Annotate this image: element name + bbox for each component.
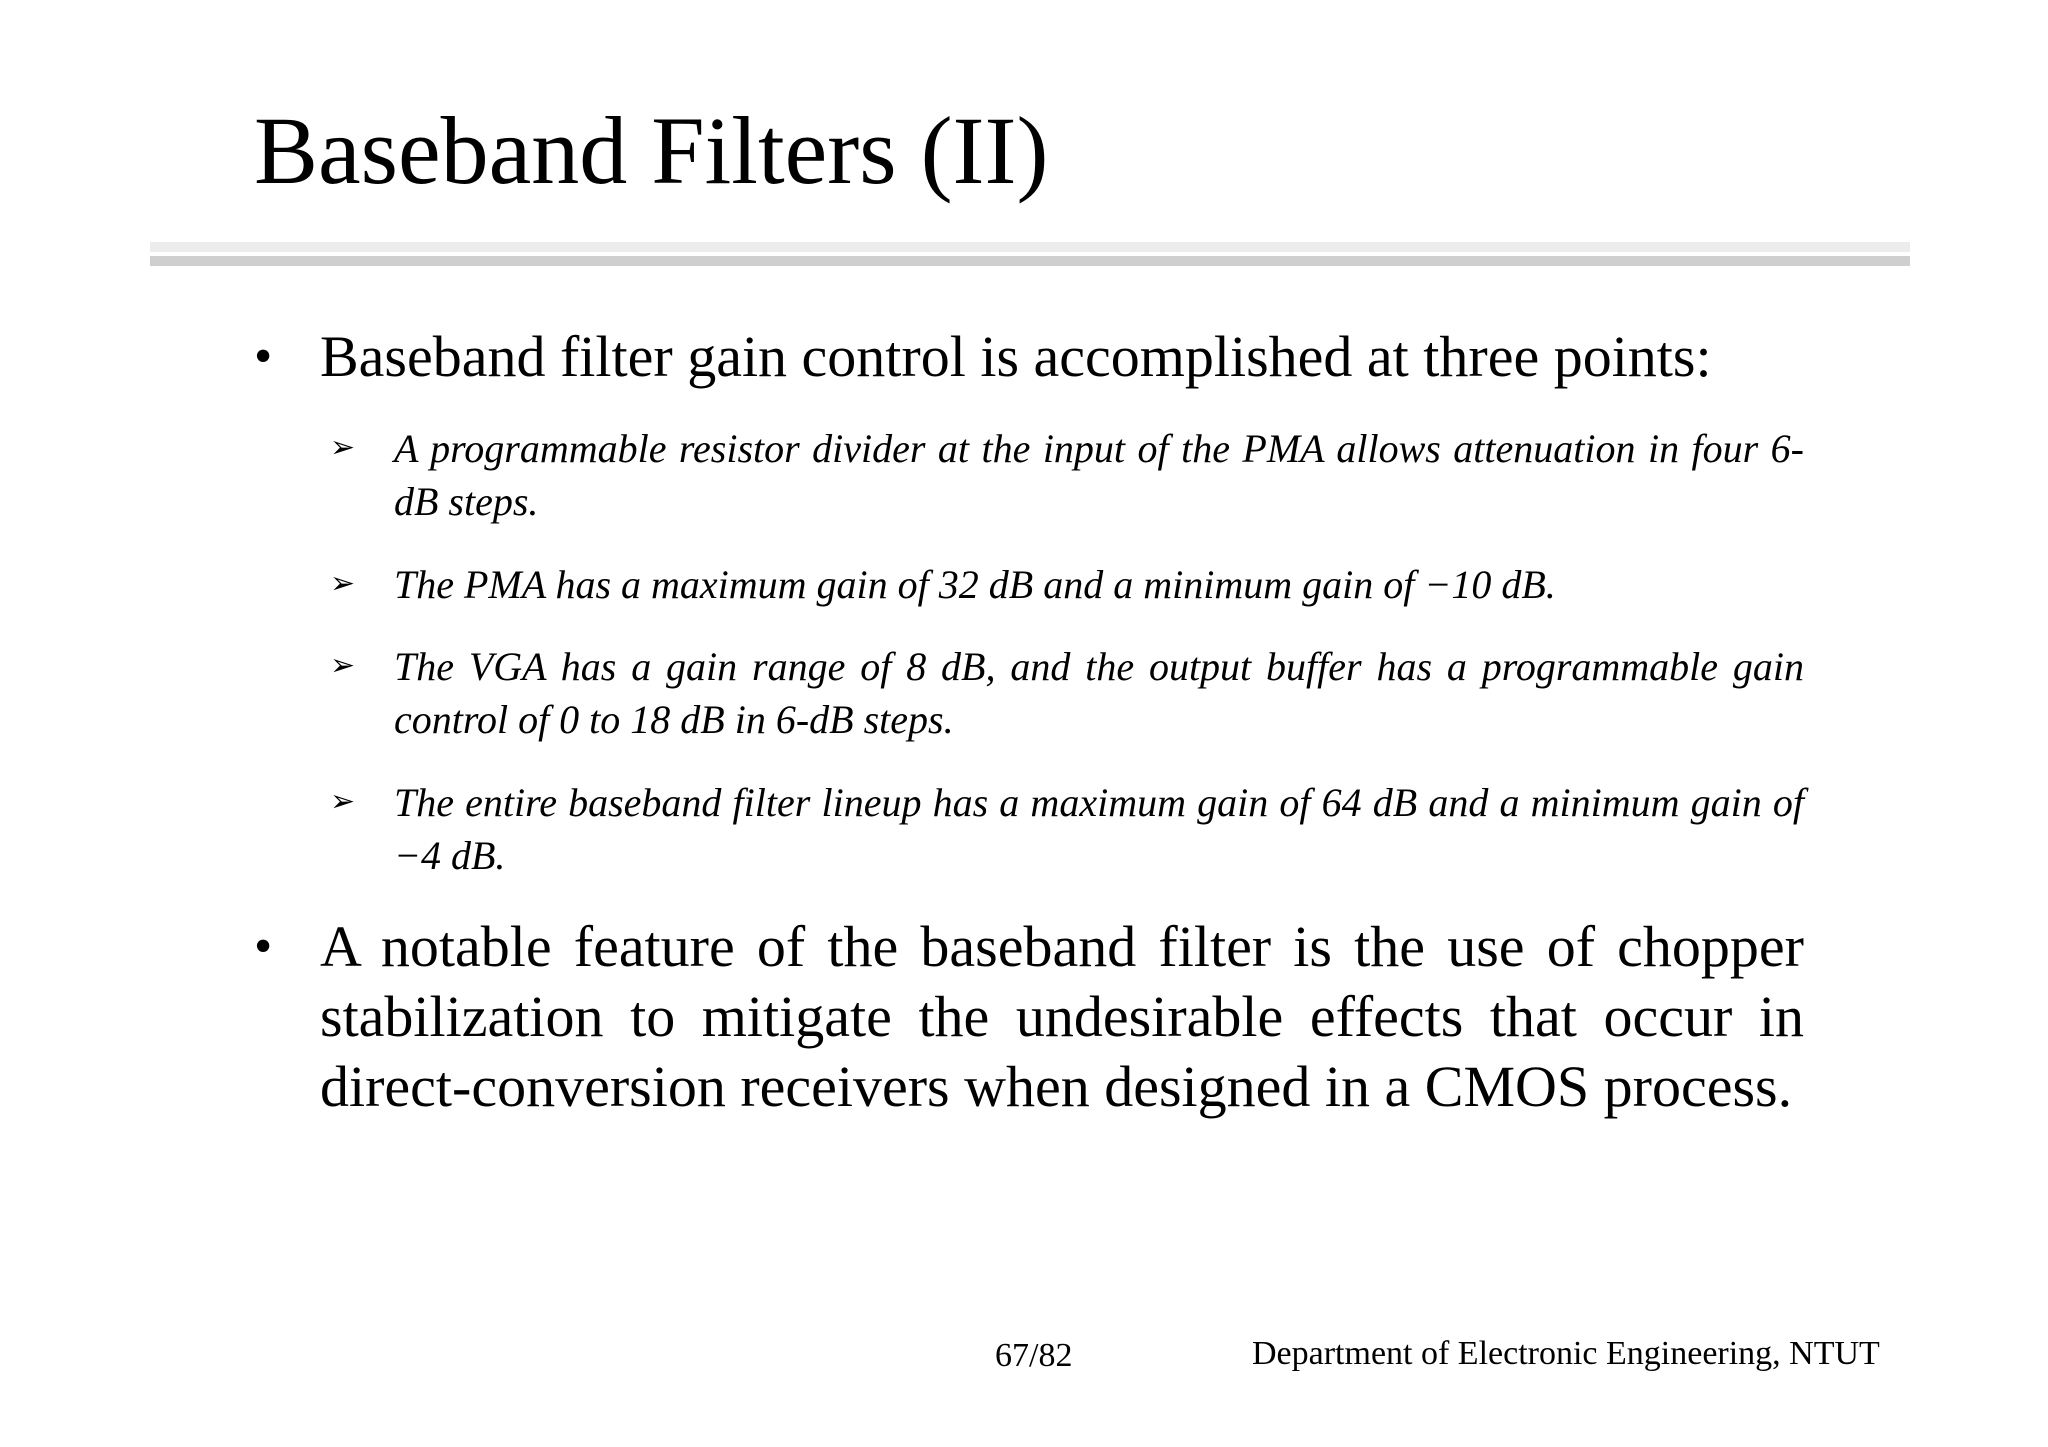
- bullet-marker: •: [254, 918, 273, 975]
- sub-bullet-text: The VGA has a gain range of 8 dB, and the output buffer has a programmable gain control of 0 to 18 dB in 6-dB steps.: [394, 644, 1804, 742]
- sub-bullet-text: A programmable resistor divider at the input of the PMA allows attenuation in four 6-dB steps.: [394, 426, 1804, 524]
- arrow-bullet-icon: ➢: [330, 430, 356, 465]
- sub-bullet-text: The entire baseband filter lineup has a maximum gain of 64 dB and a minimum gain of −4 dB.: [394, 780, 1804, 878]
- arrow-bullet-icon: ➢: [330, 566, 356, 601]
- bullet-marker: •: [254, 328, 273, 385]
- bullet-text: Baseband filter gain control is accomplished at three points:: [320, 324, 1712, 389]
- page-number: 67/82: [995, 1337, 1073, 1374]
- sub-bullet-text: The PMA has a maximum gain of 32 dB and a minimum gain of −10 dB.: [394, 562, 1556, 607]
- arrow-bullet-icon: ➢: [330, 648, 356, 683]
- title-divider-dark: [150, 256, 1910, 266]
- slide-title: Baseband Filters (II): [254, 97, 1049, 204]
- footer-department: Department of Electronic Engineering, NTUT: [1252, 1335, 1880, 1372]
- title-divider-light: [150, 242, 1910, 252]
- arrow-bullet-icon: ➢: [330, 784, 356, 819]
- bullet-item: [254, 322, 1834, 402]
- bullet-item: [254, 912, 1834, 1132]
- bullet-text: A notable feature of the baseband filter is the use of chopper stabilization to mitigate the undesirable effects that occur in direct-conversion receivers when designed in a CMOS process.: [320, 914, 1804, 1119]
